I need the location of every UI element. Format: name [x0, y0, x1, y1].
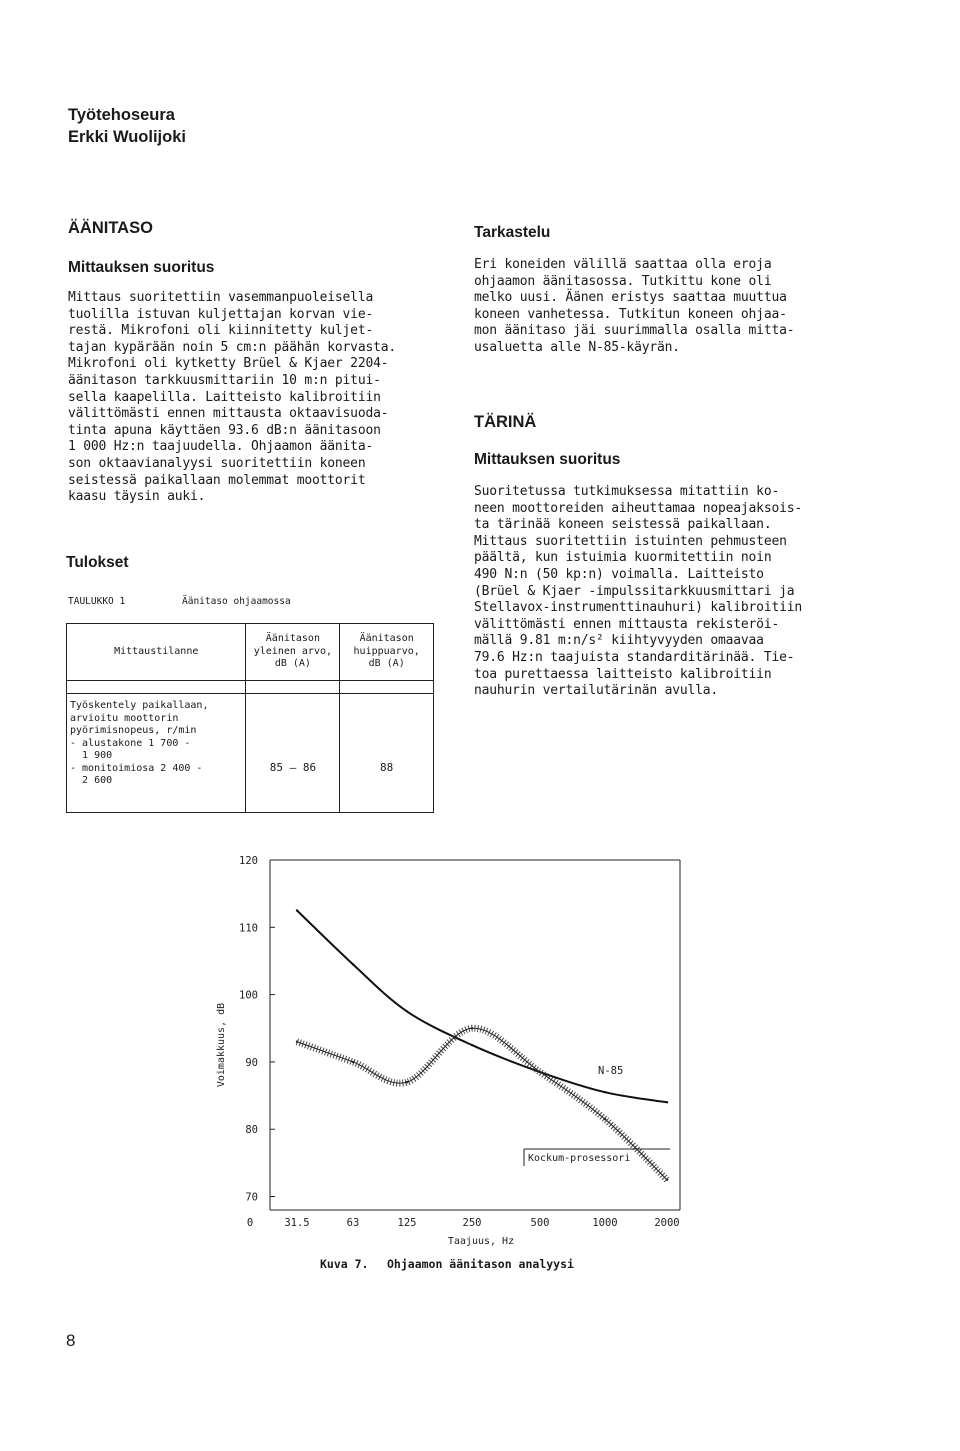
series-label-n85: N-85 [598, 1065, 624, 1077]
data-point-kockum [666, 1179, 668, 1181]
table-spacer-row [67, 681, 434, 694]
data-point-n85 [352, 963, 354, 965]
data-point-kockum [471, 1027, 473, 1029]
y-tick-label: 90 [245, 1056, 258, 1069]
x-tick-label: 2000 [654, 1217, 680, 1229]
table-label: TAULUKKO 1 [68, 596, 126, 607]
y-axis-label: Voimakkuus, dB [216, 1002, 227, 1088]
tarina-paragraph: Suoritetussa tutkimuksessa mitattiin ko- neen moottoreiden aiheuttamaa nopeajaksois- ta tärinää koneen seistessä paikallaan. Mittaus suoritettiin istuinten pehmusteen päältä, kun istuimia kuormitettiin noin 490 N:n (50 kp:n) voimalla. Laitteisto (Brüel & Kjaer -impulssitarkkuusmittari ja Stellavox-instrumenttinauhuri) kalibroitiin välittömästi ennen mittausta rekisteröi- mällä 9.81 m:n/s² kiihtyvyyden omaavaa 79.6 Hz:n taajuista standarditärinää. Tie- toa purettaessa laitteisto kalibroitiin nauhurin vertailutärinän avulla. [474, 484, 802, 699]
chart-series [296, 909, 668, 1181]
table-caption: Äänitaso ohjaamossa [182, 596, 291, 607]
tarina-title: TÄRINÄ [474, 413, 537, 431]
data-point-n85 [406, 1010, 408, 1012]
table-row [67, 694, 434, 813]
value-general: 85 – 86 [246, 694, 340, 813]
col-header-peak: Äänitason huippuarvo, dB (A) [340, 624, 434, 681]
tarina-subtitle: Mittauksen suoritus [474, 451, 621, 468]
x-tick-label: 0 [246, 1217, 254, 1229]
y-tick-label: 110 [239, 922, 258, 935]
chart-labels [216, 855, 680, 1247]
page-number: 8 [66, 1331, 76, 1350]
sound-analysis-chart [190, 840, 710, 1247]
sound-level-table [66, 623, 434, 813]
value-peak: 88 [340, 694, 434, 813]
author-name: Erkki Wuolijoki [68, 128, 186, 146]
series-label-kockum: Kockum-prosessori [528, 1153, 631, 1164]
data-point-kockum [406, 1081, 408, 1083]
x-tick-label: 250 [462, 1217, 482, 1229]
results-title: Tulokset [66, 554, 129, 571]
measurement-paragraph: Mittaus suoritettiin vasemmanpuoleisella tuolilla istuvan kuljettajan korvan vie- restä. Mikrofoni oli kiinnitetty kuljet- tajan kypärään noin 5 cm:n päähän korvasta. Mikrofoni oli kytketty Brüel & Kjaer 2204- äänitason tarkkuusmittariin 10 m:n pitui- sella kaapelilla. Laitteisto kalibroitiin välittömästi ennen mittausta oktaavisuoda- tinta apuna käyttäen 93.6 dB:n äänitasoon 1 000 Hz:n taajuudella. Ohjaamon äänita- son oktaavianalyysi suoritettiin koneen seistessä paikallaan molemmat moottorit kaasu täysin auki. [68, 290, 396, 505]
y-tick-label: 100 [239, 989, 258, 1002]
data-point-kockum [539, 1071, 541, 1073]
tarkastelu-paragraph: Eri koneiden välillä saattaa olla eroja ohjaamon äänitasossa. Tutkittu kone oli melko uusi. Äänen eristys saattaa muuttua koneen vanhetessa. Tutkitun koneen ohjaa- mon äänitaso jäi suurimmalla osalla mitta- usaluetta alle N-85-käyrän. [474, 257, 795, 355]
data-point-n85 [296, 909, 298, 911]
tarkastelu-title: Tarkastelu [474, 224, 551, 241]
data-point-n85 [666, 1101, 668, 1103]
data-point-n85 [604, 1091, 606, 1093]
y-tick-label: 120 [239, 855, 258, 867]
x-tick-label: 500 [530, 1217, 550, 1229]
x-tick-label: 31.5 [284, 1217, 310, 1229]
organization-name [68, 104, 186, 148]
x-axis-label: Taajuus, Hz [447, 1236, 515, 1247]
col-header-general: Äänitason yleinen arvo, dB (A) [246, 624, 340, 681]
y-tick-label: 80 [245, 1124, 258, 1137]
figure-label: Kuva 7. [320, 1257, 369, 1271]
org-name: Työtehoseura [68, 106, 175, 124]
table-header-row [67, 624, 434, 681]
x-tick-label: 63 [346, 1217, 360, 1229]
x-tick-label: 1000 [592, 1217, 618, 1229]
y-tick-label: 70 [245, 1191, 258, 1204]
x-tick-label: 125 [397, 1217, 417, 1229]
figure-caption: Ohjaamon äänitason analyysi [387, 1257, 574, 1271]
data-point-kockum [296, 1041, 298, 1043]
row-description: Työskentely paikallaan, arvioitu moottorin pyörimisnopeus, r/min - alustakone 1 700 - 1 900 - monitoimiosa 2 400 - 2 600 [67, 694, 246, 813]
chart-ticks [270, 860, 275, 1197]
section-title-aanitaso: ÄÄNITASO [68, 219, 153, 237]
data-point-kockum [352, 1061, 354, 1063]
data-point-n85 [471, 1044, 473, 1046]
subsection-title: Mittauksen suoritus [68, 259, 215, 276]
col-header-situation: Mittaustilanne [67, 624, 246, 681]
data-point-kockum [604, 1118, 606, 1120]
